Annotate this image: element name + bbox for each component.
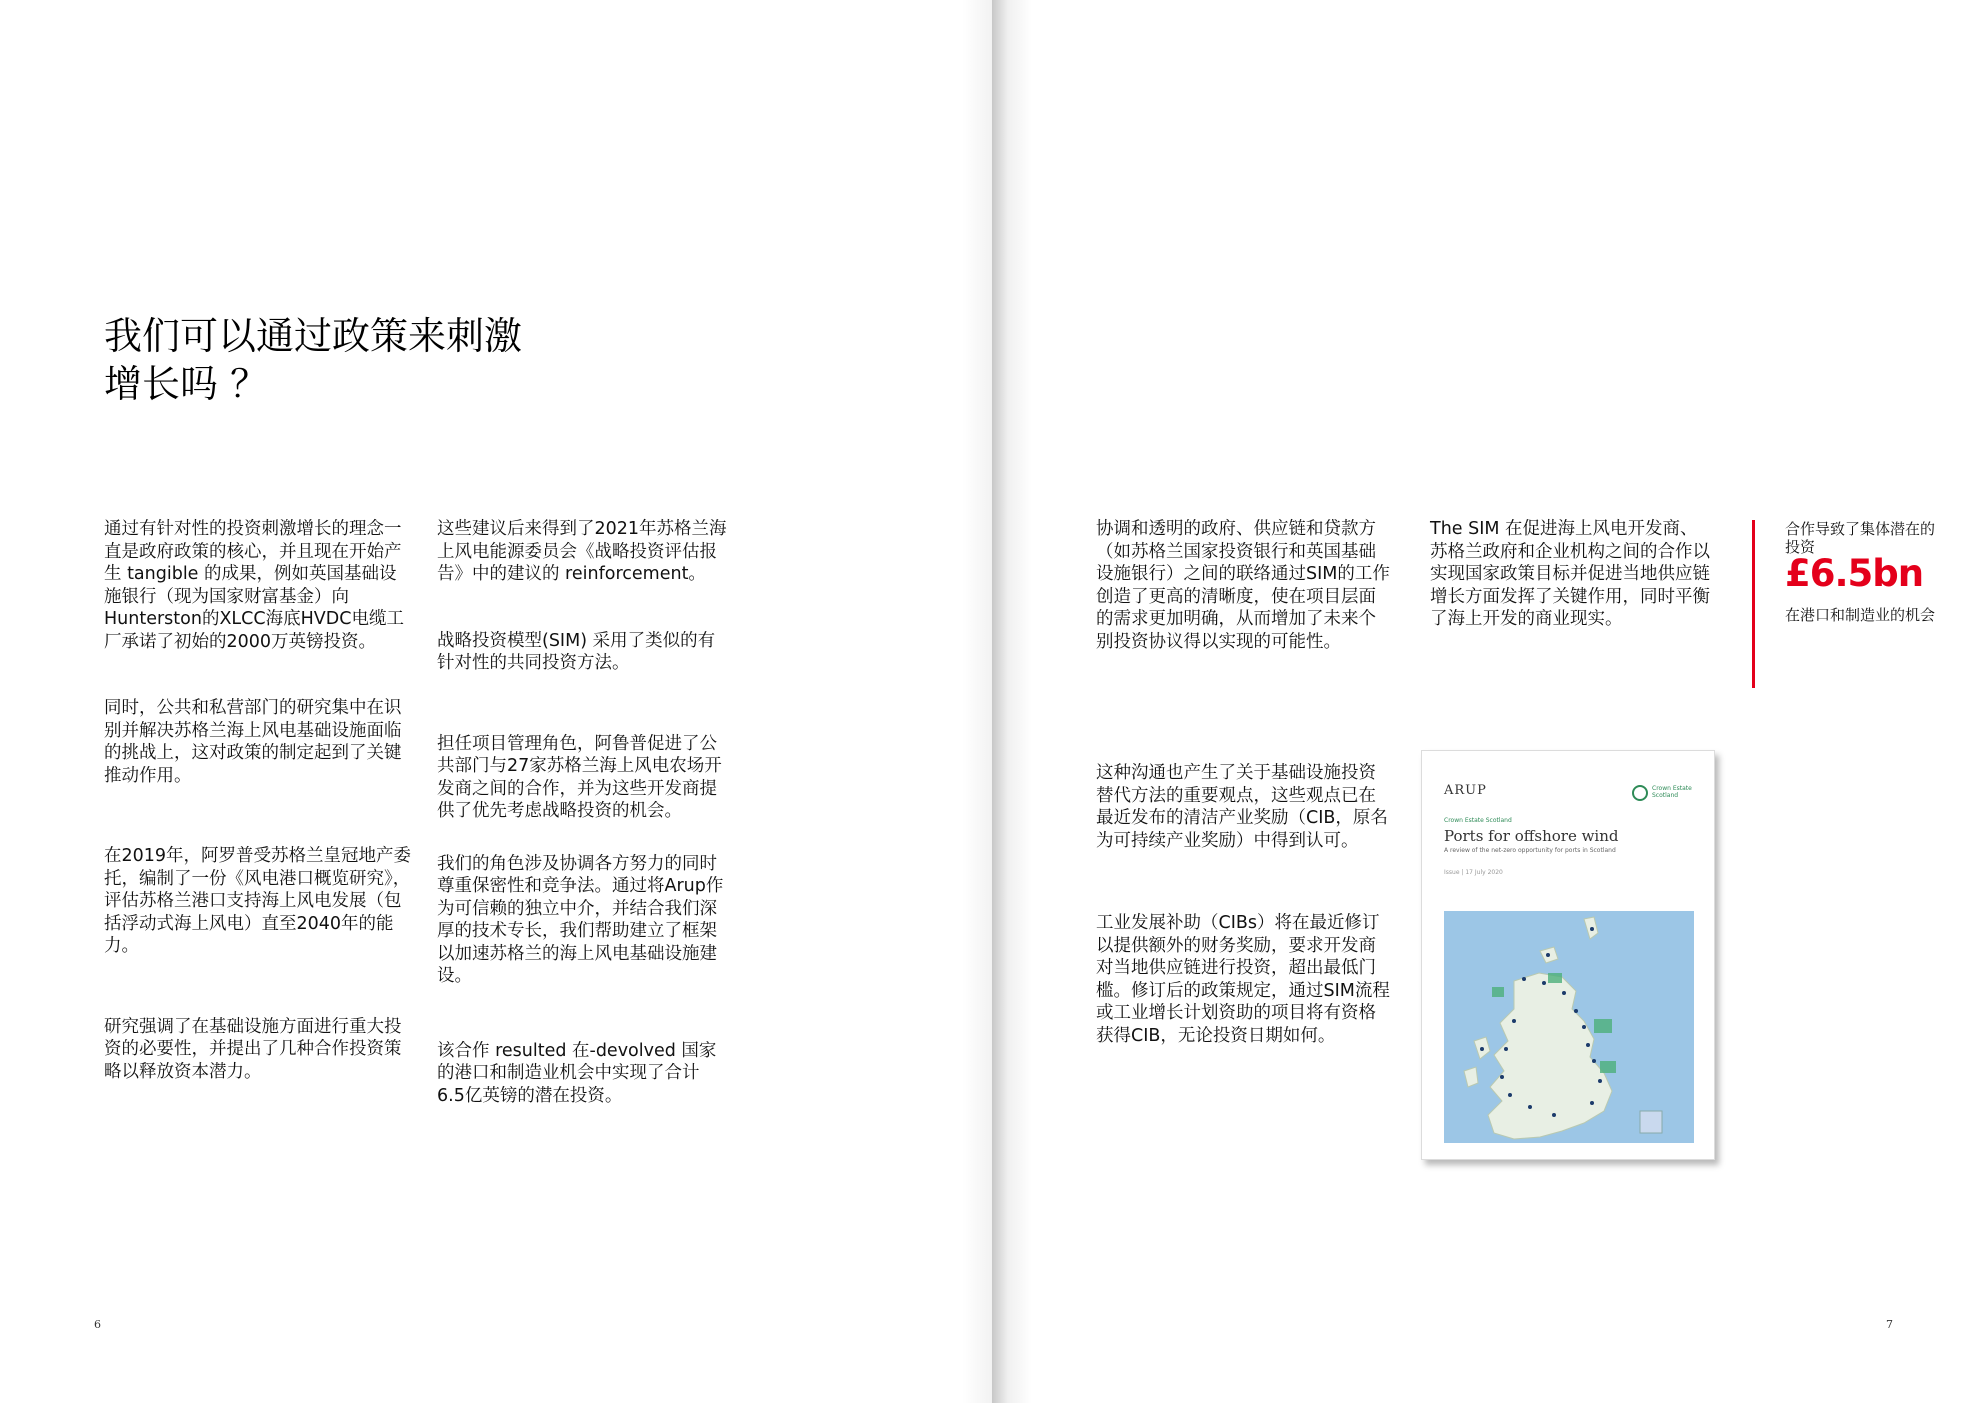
paragraph: 我们的角色涉及协调各方努力的同时尊重保密性和竞争法。通过将Arup作为可信赖的独立中介，并结合我们深厚的技术专长，我们帮助建立了框架以加速苏格兰的海上风电基础设施建设。 [437, 853, 724, 986]
title-line-2: 增长吗 ？ [104, 362, 269, 406]
paragraph: 该合作 resulted 在-devolved 国家的港口和制造业机会中实现了合计6.5亿英镑的潜在投资。 [437, 1040, 717, 1106]
stat-lead-text: 合作导致了集体潜在的投资 [1785, 520, 1936, 556]
stat-after: 在港口和制造业的机会 [1785, 606, 1936, 624]
paragraph: 战略投资模型(SIM) 采用了类似的有针对性的共同投资方法。 [437, 630, 716, 673]
paragraph: 工业发展补助（CIBs）将在最近修订以提供额外的财务奖励，要求开发商对当地供应链进行投资，超出最低门槛。修订后的政策规定，通过SIM流程或工业增长计划资助的项目将有资格获得CIB，无论投资日期如何。 [1096, 913, 1390, 1046]
stat-value: £6.5bn [1785, 552, 1924, 595]
title-line-1: 我们可以通过政策来刺激 [104, 314, 523, 358]
text-column-3 [1096, 518, 1392, 653]
page-number: 6 [94, 1318, 101, 1331]
paragraph: 担任项目管理角色，阿鲁普促进了公共部门与27家苏格兰海上风电农场开发商之间的合作，并为这些开发商提供了优先考虑战略投资的机会。 [437, 733, 722, 821]
page-number: 7 [1886, 1318, 1893, 1331]
paragraph: 研究强调了在基础设施方面进行重大投资的必要性，并提出了几种合作投资策略以释放资本潜力。 [104, 1016, 402, 1082]
text-column-3-lower [1096, 762, 1392, 1107]
page-title [104, 312, 664, 408]
text-column-2 [437, 518, 727, 1107]
paragraph: 在2019年，阿罗普受苏格兰皇冠地产委托，编制了一份《风电港口概览研究》，评估苏格兰港口支持海上风电发展（包括浮动式海上风电）直至2040年的能力。 [104, 846, 412, 956]
cover-issue: Issue | 17 July 2020 [1444, 869, 1503, 876]
right-page [992, 0, 1984, 1403]
inset-box [1640, 1111, 1662, 1133]
wind-zone [1594, 1019, 1612, 1033]
text-column-1 [104, 518, 412, 1083]
report-cover-image [1421, 750, 1715, 1160]
scotland-map [1444, 911, 1694, 1143]
partner-logo [1632, 783, 1692, 803]
wind-zone [1548, 973, 1562, 983]
wind-zone [1600, 1061, 1616, 1073]
paragraph: The SIM 在促进海上风电开发商、苏格兰政府和企业机构之间的合作以实现国家政策目标并促进当地供应链增长方面发挥了关键作用，同时平衡了海上开发的商业现实。 [1430, 519, 1710, 629]
crown-icon [1632, 785, 1648, 801]
stat-lead [1785, 520, 1948, 556]
cover-subtitle: A review of the net-zero opportunity for ports in Scotland [1444, 847, 1616, 854]
partner-logo-text: Crown Estate Scotland [1652, 785, 1692, 799]
paragraph: 通过有针对性的投资刺激增长的理念一直是政府政策的核心，并且现在开始产生 tangible 的成果，例如英国基础设施银行（现为国家财富基金）向Hunterston的XLCC海底HVDC电缆工厂承诺了初始的2000万英镑投资。 [104, 519, 404, 652]
wind-zone [1492, 987, 1504, 997]
paragraph: 同时，公共和私营部门的研究集中在识别并解决苏格兰海上风电基础设施面临的挑战上，这对政策的制定起到了关键推动作用。 [104, 698, 402, 786]
paragraph: 协调和透明的政府、供应链和贷款方（如苏格兰国家投资银行和英国基础设施银行）之间的联络通过SIM的工作创造了更高的清晰度，使在项目层面的需求更加明确，从而增加了未来个别投资协议得以实现的可能性。 [1096, 519, 1390, 652]
stat-callout [1752, 520, 1948, 688]
paragraph: 这种沟通也产生了关于基础设施投资替代方法的重要观点，这些观点已在最近发布的清洁产业奖励（CIB，原名为可持续产业奖励）中得到认可。 [1096, 763, 1388, 851]
cover-tag: Crown Estate Scotland [1444, 817, 1512, 824]
paragraph: 这些建议后来得到了2021年苏格兰海上风电能源委员会《战略投资评估报告》中的建议的 reinforcement。 [437, 519, 727, 584]
arup-logo: ARUP [1444, 783, 1487, 798]
text-column-4 [1430, 518, 1714, 631]
cover-title: Ports for offshore wind [1444, 827, 1619, 845]
